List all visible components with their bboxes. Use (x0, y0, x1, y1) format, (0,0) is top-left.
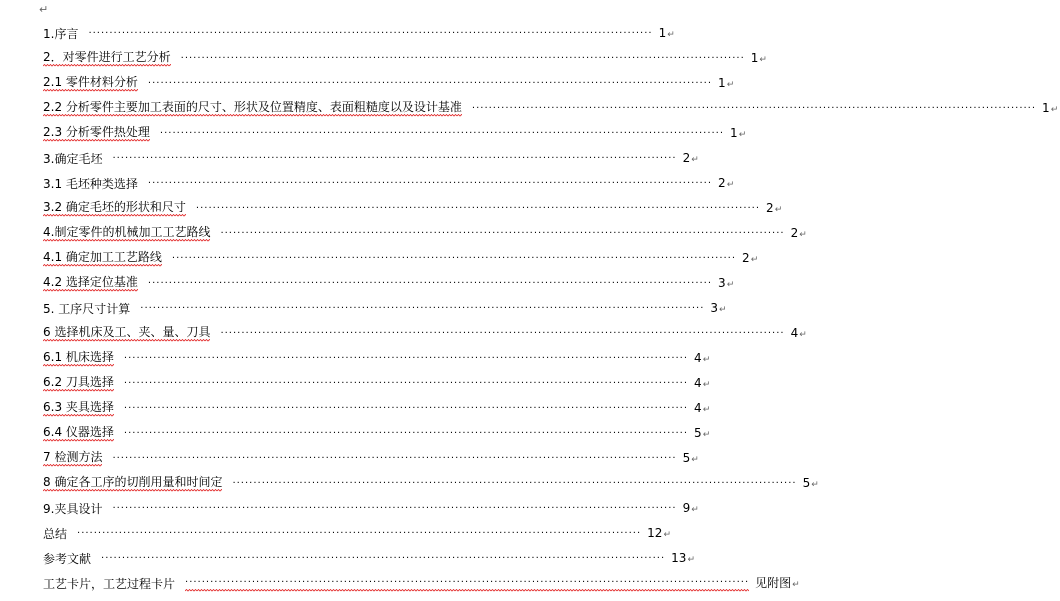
toc-entry-title: 4.1 确定加工工艺路线 (43, 250, 162, 267)
toc-entry[interactable] (43, 47, 767, 67)
toc-leader: ······································································································································· (185, 577, 749, 592)
toc-leader: ······································································································································· (112, 153, 677, 164)
paragraph-mark-icon: ↵ (799, 230, 807, 240)
toc-entry-title: 参考文献 (43, 552, 92, 566)
paragraph-mark-icon: ↵ (691, 505, 699, 515)
toc-leader: ······································································································································· (232, 478, 797, 489)
toc-entry-title: 总结 (43, 527, 68, 541)
toc-entry-title: 3.确定毛坯 (43, 152, 103, 166)
paragraph-mark-icon: ↵ (691, 155, 699, 165)
toc-entry-page: 1↵ (1042, 101, 1059, 115)
toc-leader: ······································································································································· (140, 303, 705, 314)
paragraph-mark-icon: ↵ (759, 55, 767, 65)
toc-leader: ······································································································································· (123, 378, 689, 389)
toc-entry-title: 6.2 刀具选择 (43, 375, 114, 392)
toc-entry-page: 2↵ (742, 251, 759, 265)
toc-entry-page: 5↵ (682, 451, 699, 465)
paragraph-mark-icon: ↵ (774, 205, 783, 215)
toc-leader: ······································································································································· (195, 203, 761, 214)
toc-entry-page: 见附图↵ (755, 576, 800, 590)
toc-entry-page: 1↵ (730, 126, 747, 140)
paragraph-mark-icon: ↵ (667, 30, 675, 40)
paragraph-mark-icon: ↵ (811, 480, 819, 490)
toc-entry-page: 4↵ (790, 326, 807, 340)
paragraph-mark-icon: ↵ (726, 80, 735, 90)
toc-leader: ······································································································································· (112, 503, 677, 514)
toc-entry[interactable] (43, 347, 711, 367)
toc-entry-page: 4↵ (694, 376, 711, 390)
toc-entry[interactable] (43, 72, 735, 92)
paragraph-mark-icon: ↵ (799, 330, 807, 340)
toc-entry-page: 3↵ (718, 276, 735, 290)
toc-entry[interactable] (43, 197, 783, 217)
toc-entry-title: 2．对零件进行工艺分析 (43, 50, 171, 67)
toc-leader: ······································································································································· (159, 128, 725, 139)
toc-leader: ······································································································································· (471, 103, 1037, 114)
toc-entry[interactable] (43, 372, 711, 392)
paragraph-mark-icon: ↵ (663, 530, 671, 540)
toc-entry-page: 3↵ (710, 301, 727, 315)
paragraph-mark-icon: ↵ (702, 430, 711, 440)
paragraph-mark-icon: ↵ (750, 255, 759, 265)
paragraph-mark-icon: ↵ (687, 555, 695, 565)
toc-entry-page: 2↵ (790, 226, 807, 240)
toc-leader: ······································································································································· (123, 428, 689, 439)
toc-entry-page: 1↵ (750, 51, 767, 65)
toc-entry-page: 2↵ (766, 201, 783, 215)
toc-leader: ······································································································································· (171, 253, 737, 264)
toc-entry[interactable] (43, 147, 699, 167)
paragraph-mark-icon: ↵ (702, 355, 711, 365)
toc-entry-title: 4.2 选择定位基准 (43, 275, 138, 292)
toc-entry-title: 9.夹具设计 (43, 502, 103, 516)
paragraph-mark-icon: ↵ (726, 280, 735, 290)
toc-entry[interactable] (43, 22, 675, 42)
toc-entry-page: 4↵ (694, 351, 711, 365)
toc-entry-title: 3.1 毛坯种类选择 (43, 177, 138, 191)
toc-leader: ······································································································································· (147, 78, 713, 89)
paragraph-mark-icon: ↵ (726, 180, 735, 190)
toc-entry-page: 1↵ (718, 76, 735, 90)
paragraph-mark-icon: ↵ (702, 380, 711, 390)
toc-leader: ······································································································································· (147, 178, 713, 189)
toc-entry[interactable] (43, 172, 735, 192)
paragraph-mark-icon: ↵ (691, 455, 699, 465)
toc-entry-title: 8 确定各工序的切削用量和时间定 (43, 475, 222, 492)
toc-entry-page: 9↵ (682, 501, 699, 515)
toc-entry-page: 5↵ (694, 426, 711, 440)
toc-leader: ······································································································································· (112, 453, 677, 464)
paragraph-mark-icon: ↵ (738, 130, 747, 140)
toc-entry[interactable] (43, 222, 807, 242)
toc-entry-title: 1.序言 (43, 27, 79, 41)
toc-entry-page: 2↵ (682, 151, 699, 165)
toc-leader: ······································································································································· (77, 528, 642, 539)
paragraph-mark-icon: ↵ (702, 405, 711, 415)
toc-entry-page: 5↵ (802, 476, 819, 490)
toc-entry[interactable] (43, 322, 807, 342)
toc-entry-title: 7 检测方法 (43, 450, 102, 467)
paragraph-mark-icon: ↵ (39, 3, 49, 16)
toc-entry[interactable] (43, 272, 735, 292)
toc-entry[interactable] (43, 297, 727, 317)
toc-entry-title: 5. 工序尺寸计算 (43, 302, 131, 316)
toc-entry-title: 工艺卡片，工艺过程卡片 (43, 577, 176, 591)
toc-entry-page: 1↵ (658, 26, 675, 40)
toc-entry-title: 6 选择机床及工、夹、量、刀具 (43, 325, 210, 342)
toc-entry-page: 4↵ (694, 401, 711, 415)
toc-entry-title: 6.4 仪器选择 (43, 425, 114, 442)
toc-entry[interactable] (43, 522, 671, 542)
toc-entry-title: 2.2 分析零件主要加工表面的尺寸、形状及位置精度、表面粗糙度以及设计基准 (43, 100, 462, 117)
toc-entry[interactable] (43, 247, 759, 267)
toc-entry-title: 4.制定零件的机械加工工艺路线 (43, 225, 210, 242)
toc-leader: ······································································································································· (123, 353, 689, 364)
toc-entry[interactable] (43, 547, 695, 567)
toc-entry[interactable] (43, 97, 1059, 117)
toc-entry-page: 12↵ (647, 526, 671, 540)
toc-leader: ······································································································································· (147, 278, 713, 289)
paragraph-mark-icon: ↵ (719, 305, 727, 315)
toc-entry-title: 6.3 夹具选择 (43, 400, 114, 417)
toc-entry[interactable] (43, 122, 747, 142)
toc-entry-page: 13↵ (671, 551, 695, 565)
toc-leader: ······································································································································· (88, 28, 653, 39)
toc-leader: ······································································································································· (101, 553, 666, 564)
toc-entry-title: 2.3 分析零件热处理 (43, 125, 150, 142)
toc-leader: ······································································································································· (180, 53, 745, 64)
toc-entry-page: 2↵ (718, 176, 735, 190)
toc-leader: ······································································································································· (220, 228, 785, 239)
paragraph-mark-icon: ↵ (1050, 105, 1059, 115)
toc-entry-title: 6.1 机床选择 (43, 350, 114, 367)
toc-entry[interactable] (43, 572, 800, 592)
paragraph-mark-icon: ↵ (792, 580, 800, 590)
toc-entry[interactable] (43, 447, 699, 467)
toc-entry[interactable] (43, 397, 711, 417)
toc-entry[interactable] (43, 497, 699, 517)
toc-leader: ······································································································································· (123, 403, 689, 414)
toc-entry-title: 3.2 确定毛坯的形状和尺寸 (43, 200, 186, 217)
toc-entry-title: 2.1 零件材料分析 (43, 75, 138, 92)
toc-entry[interactable] (43, 472, 819, 492)
toc-entry[interactable] (43, 422, 711, 442)
toc-leader: ······································································································································· (220, 328, 785, 339)
